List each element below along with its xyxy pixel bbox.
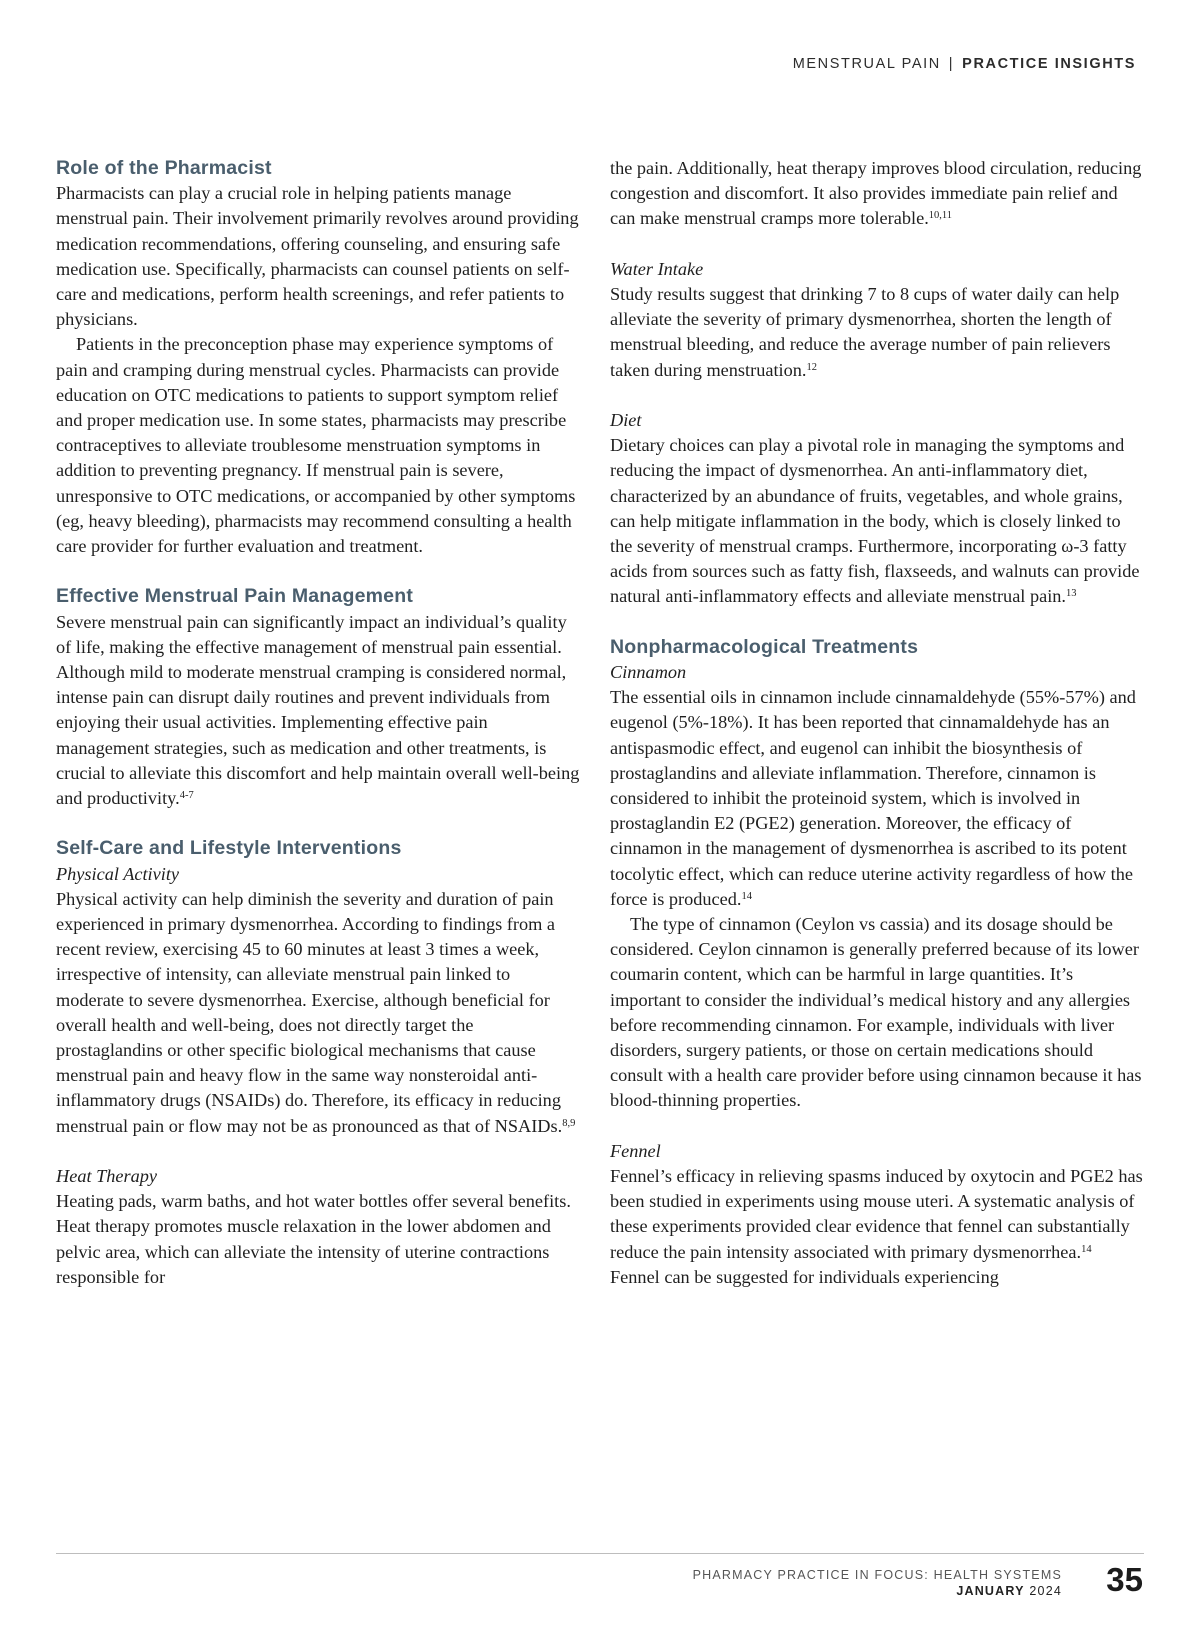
citation: 10,11 [928,210,953,222]
footer-year: 2024 [1029,1584,1062,1598]
footer-issue [693,1583,1062,1599]
header-section: PRACTICE INSIGHTS [962,56,1136,72]
right-column [610,156,1145,1290]
paragraph-heat-therapy: Heating pads, warm baths, and hot water bottles offer several benefits. Heat therapy promotes muscle relaxation in the lower abdomen and pelvic area, which can alleviate the intensity of uterine contractions responsible for [56,1191,571,1287]
footer-month: JANUARY [956,1584,1025,1598]
heading-effective-management: Effective Menstrual Pain Management [56,585,414,608]
subheading-physical-activity: Physical Activity [56,863,180,884]
footer-publication: PHARMACY PRACTICE IN FOCUS: HEALTH SYSTEMS [692,1568,1062,1582]
subheading-fennel: Fennel [610,1140,661,1161]
citation: 14 [1081,1243,1092,1255]
heading-nonpharmacological: Nonpharmacological Treatments [610,635,919,658]
citation: 4-7 [179,790,194,802]
citation: 14 [741,890,752,902]
paragraph-diet: Dietary choices can play a pivotal role in managing the symptoms and reducing the impact of dysmenorrhea. An anti-inflammatory diet, characterized by an abundance of fruits, vegetables, and whole grains, can help mitigate inflammation in the body, which is closely linked to the severity of menstrual cramps. Furthermore, incorporating ω-3 fatty acids from sources such as fatty fish, flaxseeds, and walnuts can provide natural anti-inflammatory effects and alleviate menstrual pain.$^{13}$ [610,435,1140,607]
paragraph-physical-activity: Physical activity can help diminish the severity and duration of pain experienced in primary dysmenorrhea. According to findings from a recent review, exercising 45 to 60 minutes at least 3 times a week, irrespective of intensity, can alleviate menstrual pain linked to moderate to severe dysmenorrhea. Exercise, although beneficial for overall health and well-being, does not directly target the prostaglandins or other specific biological mechanisms that cause menstrual pain and heavy flow in the same way nonsteroidal anti-inflammatory drugs (NSAIDs) do. Therefore, its efficacy in reducing menstrual pain or flow may not be as pronounced as that of NSAIDs.$^{8,9}$ [56,888,576,1136]
paragraph-cinnamon-2: The type of cinnamon (Ceylon vs cassia) and its dosage should be considered. Ceylon cinnamon is generally preferred because of its lower coumarin content, which can be harmful in large quantities. It’s important to consider the individual’s medical history and any allergies before recommending cinnamon. For example, individuals with liver disorders, surgery patients, or those on certain medications should consult with a health care provider before using cinnamon because it has blood-thinning properties. [610,914,1142,1111]
paragraph-heat-therapy-continued: the pain. Additionally, heat therapy improves blood circulation, reducing congestion and discomfort. It also provides immediate pain relief and can make menstrual cramps more tolerable.$^{10,11}$ [610,158,1142,229]
subheading-diet: Diet [610,410,642,430]
paragraph-fennel-2: Fennel can be suggested for individuals experiencing [610,1266,999,1287]
citation: 13 [1066,588,1077,600]
heading-self-care: Self-Care and Lifestyle Interventions [56,837,402,860]
header-separator: | [948,56,955,72]
footer-publication-info [693,1567,1062,1599]
left-column [56,156,581,1290]
citation: 12 [806,361,817,373]
subheading-cinnamon: Cinnamon [610,662,687,683]
footer-divider [56,1553,1144,1554]
header-topic: MENSTRUAL PAIN [792,56,941,72]
paragraph-role-2: Patients in the preconception phase may experience symptoms of pain and cramping during menstrual cycles. Pharmacists can provide education on OTC medications to patients to support symptom relief and proper medication use. In some states, pharmacists may prescribe contraceptives to alleviate troublesome menstruation symptoms in addition to preventing pregnancy. If menstrual pain is severe, unresponsive to OTC medications, or accompanied by other symptoms (eg, heavy bleeding), pharmacists may recommend consulting a health care provider for further evaluation and treatment. [56,334,576,557]
subheading-water-intake: Water Intake [610,258,704,279]
running-header [793,56,1136,72]
page-number: 35 [1106,1561,1143,1598]
paragraph-water-intake: Study results suggest that drinking 7 to 8 cups of water daily can help alleviate the severity of primary dysmenorrhea, shorten the length of menstrual bleeding, and reduce the average number of pain relievers taken during menstruation.$^{12}$ [610,284,1120,380]
paragraph-role-1: Pharmacists can play a crucial role in helping patients manage menstrual pain. Their involvement primarily revolves around providing medication recommendations, offering counseling, and ensuring safe medication use. Specifically, pharmacists can counsel patients on self-care and medications, perform health screenings, and refer patients to physicians. [56,183,579,330]
paragraph-fennel-1: Fennel’s efficacy in relieving spasms induced by oxytocin and PGE2 has been studied in experiments using mouse uteri. A systematic analysis of these experiments provided clear evidence that fennel can substantially reduce the pain intensity associated with primary dysmenorrhea.$^{14}$ [610,1166,1143,1262]
subheading-heat-therapy: Heat Therapy [56,1166,158,1187]
paragraph-management: Severe menstrual pain can significantly impact an individual’s quality of life, making the effective management of menstrual pain essential. Although mild to moderate menstrual cramping is considered normal, intense pain can disrupt daily routines and prevent individuals from enjoying their usual activities. Implementing effective pain management strategies, such as medication and other treatments, is crucial to alleviate this discomfort and help maintain overall well-being and productivity.$^{4-7}$ [56,611,580,809]
paragraph-cinnamon-1: The essential oils in cinnamon include cinnamaldehyde (55%-57%) and eugenol (5%-18%). It has been reported that cinnamaldehyde has an antispasmodic effect, and eugenol can inhibit the biosynthesis of prostaglandins and alleviate inflammation. Therefore, cinnamon is considered to inhibit the proteinoid system, which is involved in prostaglandin E2 (PGE2) generation. Moreover, the efficacy of cinnamon in the management of dysmenorrhea is ascribed to its potent tocolytic effect, which can reduce uterine activity regardless of how the force is produced.$^{14}$ [610,687,1136,909]
citation: 8,9 [562,1117,576,1129]
heading-role-of-pharmacist: Role of the Pharmacist [56,157,272,179]
